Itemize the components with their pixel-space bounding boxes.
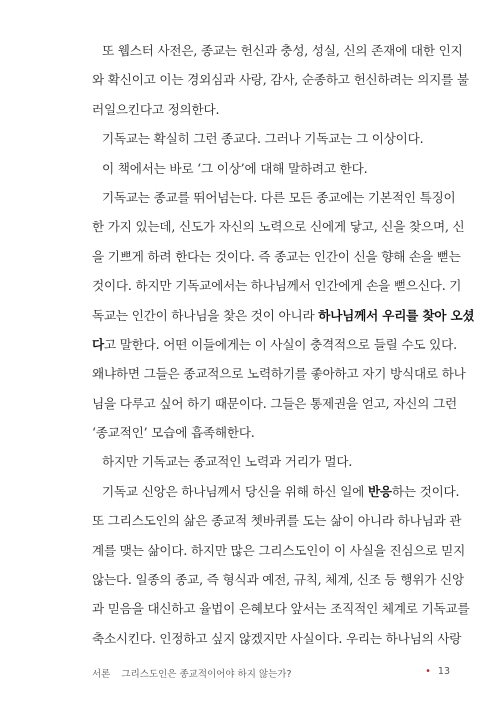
text-line: 한 가지 있는데, 신도가 자신의 노력으로 신에게 닿고, 신을 찾으며, 신 [92, 219, 465, 235]
text-line: 기독교는 종교를 뛰어넘는다. 다른 모든 종교에는 기본적인 특징이 [102, 189, 456, 205]
text-segment: 하는 것이다. [391, 483, 460, 499]
text-segment: 기독교 신앙은 하나님께서 당신을 위해 하신 일에 [102, 483, 368, 499]
text-line: 하지만 기독교는 종교적인 노력과 거리가 멀다. [102, 454, 353, 470]
page-number: 13 [437, 666, 450, 677]
text-line: 과 믿음을 대신하고 율법이 은혜보다 앞서는 조직적인 체계로 기독교를 [92, 601, 470, 617]
text-segment: 고 말한다. 어떤 이들에게는 이 사실이 충격적으로 들릴 수도 있다. [103, 336, 457, 352]
text-line: ‘종교적인’ 모습에 흡족해한다. [92, 425, 255, 441]
text-line: 축소시킨다. 인정하고 싶지 않겠지만 사실이다. 우리는 하나님의 사랑 [92, 630, 462, 646]
body-text [92, 36, 475, 653]
emphasis-text: 반응 [367, 483, 392, 499]
emphasis-text: 하나님께서 우리를 찾아 오셨 [318, 307, 475, 323]
text-line: 이 책에서는 바로 ‘그 이상’에 대해 말하려고 한다. [102, 160, 368, 176]
text-line: 또 웹스터 사전은, 종교는 헌신과 충성, 성실, 신의 존재에 대한 인지 [102, 43, 463, 58]
text-line: 님을 다루고 싶어 하기 때문이다. 그들은 통제권을 얻고, 자신의 그런 [92, 395, 457, 411]
text-line: 계를 맺는 삶이다. 하지만 많은 그리스도인이 이 사실을 진심으로 믿지 [92, 542, 466, 558]
text-line: 기독교는 확실히 그런 종교다. 그러나 기독교는 그 이상이다. [102, 131, 424, 147]
page-footer [92, 666, 450, 680]
text-line [92, 477, 460, 506]
footer-page-number-group [425, 666, 450, 677]
footer-running-title: 그리스도인은 종교적이어야 하지 않는가? [121, 669, 292, 680]
text-line: 왜냐하면 그들은 종교적으로 노력하기를 좋아하고 자기 방식대로 하나 [92, 366, 466, 382]
text-line: 않는다. 일종의 종교, 즉 형식과 예전, 규칙, 체계, 신조 등 행위가 신앙 [92, 572, 464, 588]
emphasis-text: 다 [92, 336, 104, 352]
text-line: 것이다. 하지만 기독교에서는 하나님께서 인간에게 손을 뻗으신다. 기 [92, 278, 462, 294]
text-line: 또 그리스도인의 삶은 종교적 쳇바퀴를 도는 삶이 아니라 하나님과 관 [92, 513, 462, 529]
text-line: 을 기쁘게 하려 한다는 것이다. 즉 종교는 인간이 신을 향해 손을 뻗는 [92, 248, 461, 264]
text-line [92, 330, 457, 359]
text-line: 러일으킨다고 정의한다. [92, 101, 220, 117]
text-line: 와 확신이고 이는 경외심과 사랑, 감사, 순종하고 헌신하려는 의지를 불 [92, 72, 469, 88]
text-segment: 독교는 인간이 하나님을 찾은 것이 아니라 [92, 307, 319, 323]
footer-section-label: 서론 [92, 669, 111, 680]
bullet-icon: • [425, 666, 431, 677]
text-line [92, 301, 475, 330]
